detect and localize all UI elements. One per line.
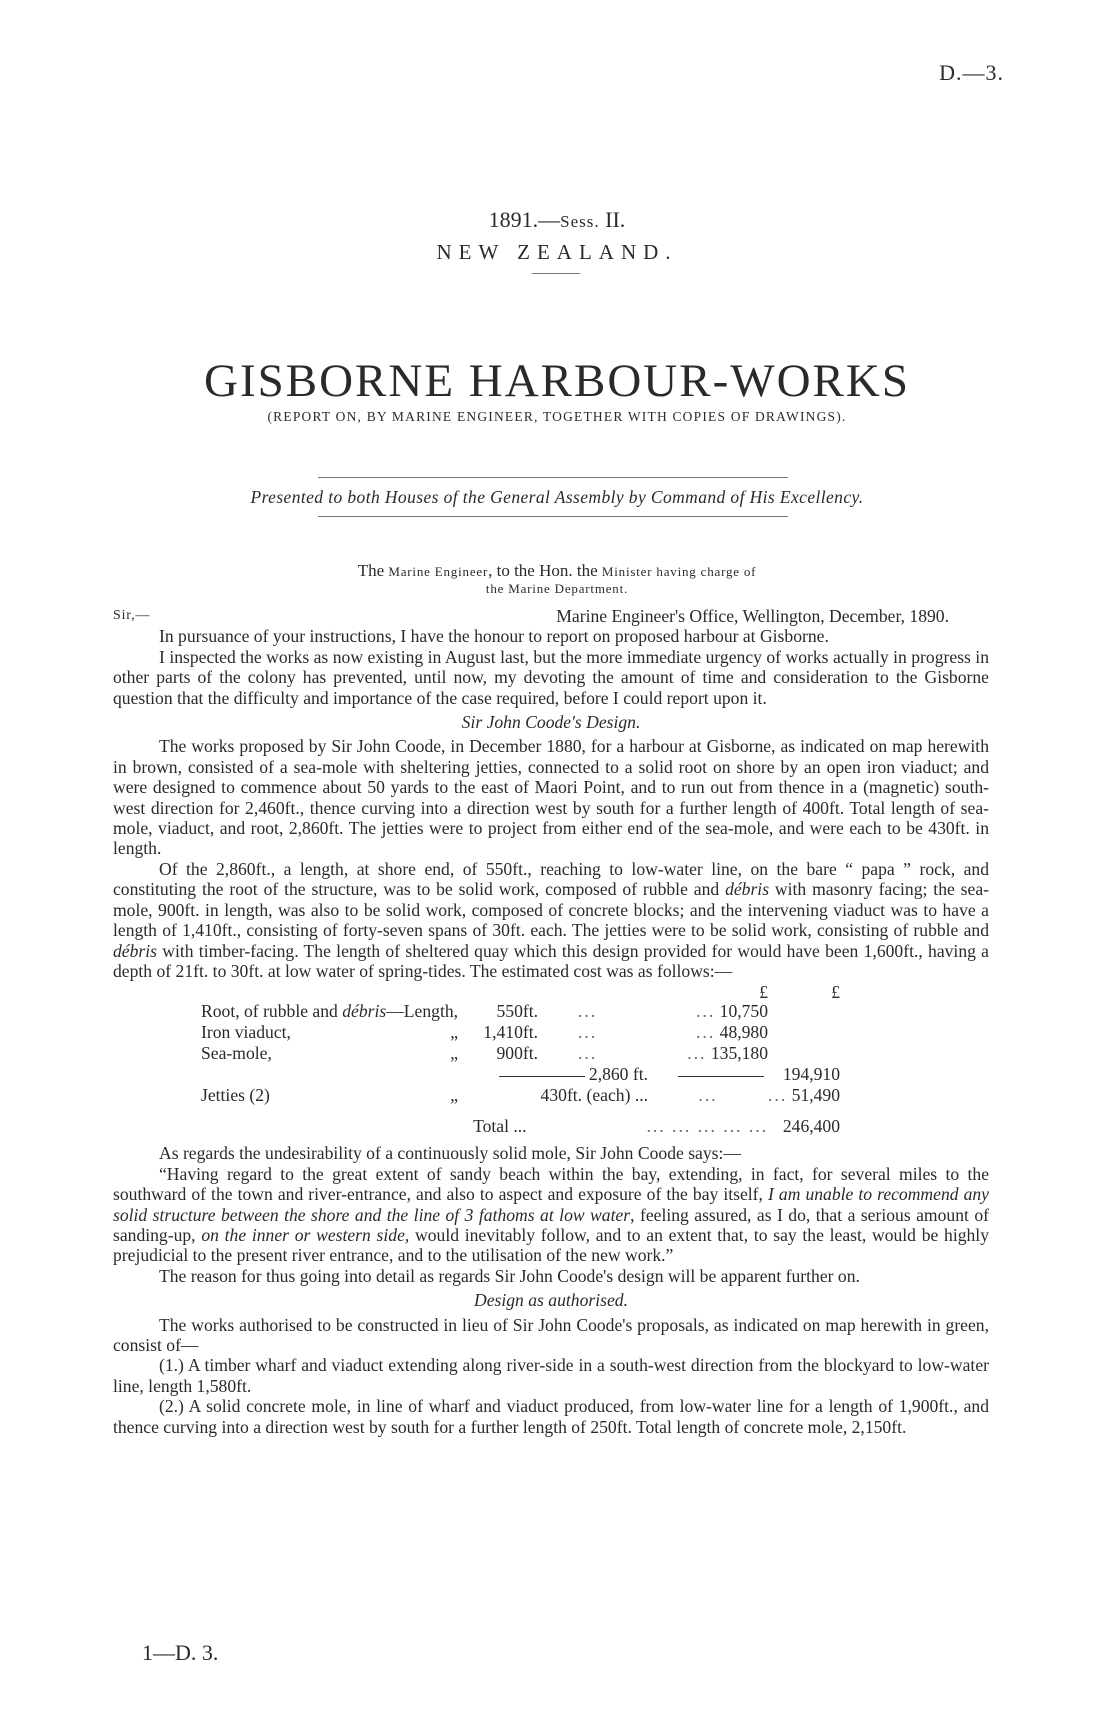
cost-row-viaduct: [201, 1022, 840, 1043]
p4-debris-1: débris: [725, 879, 770, 900]
divider-bottom: [318, 516, 788, 517]
paragraph-6: The reason for thus going into detail as regards Sir John Coode's design will be apparent further on.: [159, 1265, 860, 1286]
cost-header-row: [201, 983, 840, 1001]
row-amount: 48,980: [719, 1022, 769, 1043]
row-amount: 10,750: [719, 1001, 769, 1022]
p4-debris-2: débris: [113, 940, 157, 961]
document-subtitle: (REPORT ON, BY MARINE ENGINEER, TOGETHER WITH COPIES OF DRAWINGS).: [267, 409, 847, 424]
paragraph-7: The works authorised to be constructed in lieu of Sir John Coode's proposals, as indicated on map herewith in green, consist of—: [113, 1314, 989, 1355]
page-reference: D.—3.: [939, 60, 1004, 85]
session-number: II.: [599, 207, 626, 232]
section-heading-coode: Sir John Coode's Design.: [461, 712, 641, 733]
quote-italic-2: on the inner or western side: [201, 1224, 405, 1245]
row-label-italic: débris: [342, 1001, 387, 1022]
coode-quote: [113, 1164, 989, 1266]
row-value: [648, 1043, 768, 1064]
quote-part-c: , feeling assured, as I do, that a serious amount of sanding-up,: [113, 1204, 989, 1245]
row-dots: ...: [578, 1001, 598, 1022]
row-label: Root, of rubble and: [201, 1001, 343, 1022]
row-ditto: „: [450, 1085, 459, 1106]
cost-row-sea-mole: [201, 1043, 840, 1064]
p4-part-e: with timber-facing. The length of sheltered quay which this design provided for would have been 1,600ft., having a depth of 21ft. to 30ft. at low water of spring-tides. The estimated cost was as follows:—: [113, 940, 989, 981]
row-dots: ...: [578, 1043, 598, 1064]
paragraph-9: (2.) A solid concrete mole, in line of wharf and viaduct produced, from low-water line for a length of 1,900ft., and thence curving into a direction west by south for a further length of 250ft. Total length of concrete mole, 2,150ft.: [113, 1396, 989, 1437]
subtotal-rule-2: [678, 1076, 764, 1077]
row-ditto: „: [450, 1043, 459, 1064]
row-value: [648, 1022, 768, 1043]
quote-part-a: “Having regard to the great extent of sandy beach within the bay, extending, in fact, for several miles to the southward of the town and river-entrance, and also to aspect and exposure of the bay itself,: [113, 1163, 989, 1205]
session-year: 1891.—: [488, 207, 561, 232]
address-block: [0, 562, 1114, 597]
report-body: [113, 606, 989, 1437]
cost-row-root: [201, 1001, 840, 1022]
signature-code: 1—D. 3.: [142, 1640, 219, 1665]
address-to-the-hon: , to the Hon. the: [488, 561, 602, 580]
currency-symbol-1: £: [759, 982, 769, 1003]
paragraph-8: (1.) A timber wharf and viaduct extending along river-side in a south-west direction from the blockyard to low-water line, length 1,580ft.: [113, 1355, 989, 1396]
cost-row-jetties: [201, 1085, 840, 1106]
subtotal-length: 2,860 ft.: [588, 1064, 649, 1085]
quote-part-e: , would inevitably follow, and to an extent that, to say the least, would be highly prejudicial to the present river entrance, and to the utilisation of the new work.”: [113, 1224, 989, 1266]
row-amount: 51,490: [791, 1085, 841, 1106]
row-label: Jetties (2): [201, 1085, 270, 1106]
row-value: [648, 1001, 768, 1022]
total-label: Total ...: [473, 1116, 527, 1137]
presented-line: Presented to both Houses of the General Assembly by Command of His Excellency.: [250, 487, 864, 507]
p4-part-a: Of the 2,860ft., a length, at shore end, of 550ft., reaching to low-water line, on the bare “ papa ” rock, and constituting the root of the structure, was to be solid work, composed of rubble and: [113, 858, 989, 900]
salutation: Sir,—: [113, 608, 151, 623]
paragraph-5: As regards the undesirability of a continuously solid mole, Sir John Coode says:—: [159, 1143, 741, 1164]
address-line-1: [0, 562, 1114, 580]
session-label: Sess.: [560, 212, 600, 231]
row-length: 550ft.: [496, 1001, 539, 1022]
subtotal-value: 194,910: [782, 1064, 841, 1085]
currency-symbol-2: £: [831, 982, 841, 1003]
row-dots: ...: [698, 1085, 718, 1106]
row-length: 430ft. (each) ...: [540, 1085, 649, 1106]
document-title: GISBORNE HARBOUR-WORKS: [204, 355, 910, 407]
row-dots-2: ...: [696, 1001, 716, 1022]
section-heading-authorised: Design as authorised.: [474, 1290, 628, 1311]
subtotal-length-cell: [458, 1064, 648, 1085]
row-value: [768, 1085, 840, 1106]
row-dots-2: ...: [696, 1022, 716, 1043]
dateline: Marine Engineer's Office, Wellington, December, 1890.: [556, 606, 949, 626]
address-the: The: [357, 561, 389, 580]
country-heading: NEW ZEALAND.: [436, 240, 678, 264]
salutation-line: [113, 606, 989, 626]
p4-part-c: with masonry facing; the sea-mole, 900ft. in length, was also to be solid work, composed of concrete blocks; and the intervening viaduct was to have a length of 1,410ft., consisting of forty-seven spans of 30ft. each. The jetties were to be solid work, consisting of rubble and: [113, 879, 990, 941]
address-minister: Minister having charge of: [601, 564, 757, 579]
paragraph-3: The works proposed by Sir John Coode, in December 1880, for a harbour at Gisborne, as indicated on map herewith in brown, consisted of a sea-mole with sheltering jetties, connected to a solid root on shore by an open iron viaduct; and were designed to commence about 50 yards to the east of Maori Point, and to run out from thence in a (magnetic) south-west direction for 2,460ft., thence curving into a direction west by south for a further length of 400ft. Total length of sea-mole, viaduct, and root, 2,860ft. The jetties were to project from either end of the sea-mole, and were each to be 430ft. in length.: [113, 736, 989, 859]
divider-top: [318, 477, 788, 478]
address-marine-engineer: Marine Engineer: [388, 564, 489, 579]
row-length: 1,410ft.: [483, 1022, 539, 1043]
paragraph-4: [113, 859, 989, 981]
row-dots-2: ...: [687, 1043, 707, 1064]
subtotal-rule: [499, 1076, 585, 1077]
total-dots: ... ... ... ... ...: [646, 1116, 769, 1137]
address-line-2: the Marine Department.: [485, 581, 629, 596]
cost-subtotal-row: [201, 1064, 840, 1085]
row-label-suffix: —Length,: [386, 1001, 459, 1022]
row-label: Iron viaduct,: [201, 1022, 291, 1043]
row-dots: ...: [578, 1022, 598, 1043]
row-ditto: „: [450, 1022, 459, 1043]
quote-italic-1: I am unable to recommend any solid structure between the shore and the line of 3 fathoms at low water: [113, 1184, 989, 1225]
paragraph-2: I inspected the works as now existing in August last, but the more immediate urgency of works actually in progress in other parts of the colony has prevented, until now, my devoting the amount of time and consideration to the Gisborne question that the difficulty and importance of the case required, before I could report upon it.: [113, 646, 989, 708]
row-dots-2: ...: [768, 1085, 788, 1106]
session-heading: [0, 207, 1114, 233]
row-length: 900ft.: [496, 1043, 539, 1064]
row-label: Sea-mole,: [201, 1043, 272, 1064]
cost-total-row: [201, 1106, 840, 1137]
row-amount: 135,180: [710, 1043, 769, 1064]
total-value: 246,400: [782, 1116, 841, 1137]
cost-estimate-table: [201, 983, 840, 1137]
paragraph-1: In pursuance of your instructions, I have the honour to report on proposed harbour at Gisborne.: [159, 626, 829, 647]
subtotal-rule-cell: [648, 1064, 768, 1085]
short-divider: [532, 273, 580, 274]
